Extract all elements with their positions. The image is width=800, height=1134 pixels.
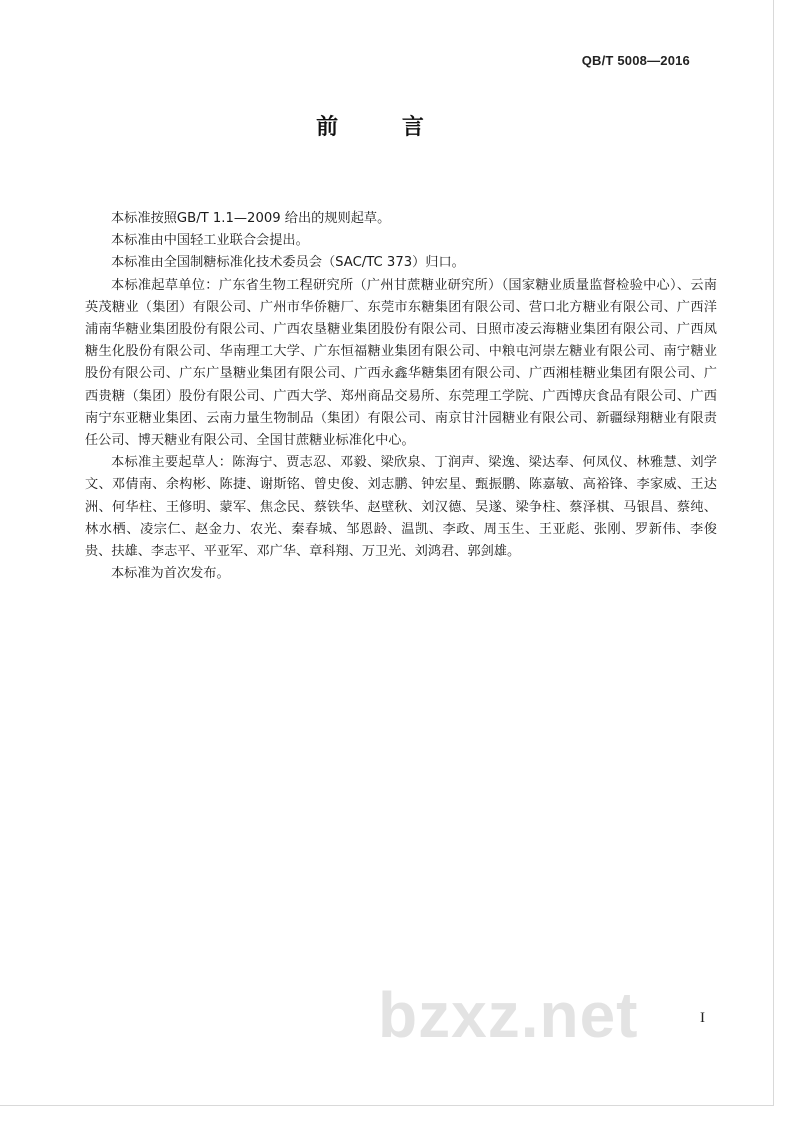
- watermark-text: bzxz.net: [378, 979, 639, 1051]
- paragraph-drafting-rules: 本标准按照GB/T 1.1—2009 给出的规则起草。: [111, 211, 391, 226]
- page-number: I: [700, 1010, 705, 1026]
- page-edge-bottom: [0, 1105, 774, 1106]
- page-title: 前 言: [316, 115, 452, 140]
- paragraph-administered-by: 本标准由全国制糖标准化技术委员会（SAC/TC 373）归口。: [111, 255, 465, 271]
- foreword-body: [85, 208, 717, 585]
- paragraph-drafters: 本标准主要起草人：陈海宁、贾志忍、邓毅、梁欣泉、丁润声、梁逸、梁达奉、何凤仪、林雅慧、刘学文、邓倩南、余构彬、陈捷、谢斯铭、曾史俊、刘志鹏、钟宏星、甄振鹏、陈嘉敏、高裕锋、李家威、王达洲、何华柱、王修明、蒙军、焦念民、蔡铁华、赵壁秋、刘汉德、吴遂、梁争柱、蔡泽棋、马银昌、蔡纯、林水栖、凌宗仁、赵金力、农光、秦春城、邹恩龄、温凯、李政、周玉生、王亚彪、张刚、罗新伟、李俊贵、扶雄、李志平、平亚军、邓广华、章科翔、万卫光、刘鸿君、郭剑雄。: [85, 455, 717, 560]
- standard-code: QB/T 5008—2016: [581, 53, 690, 68]
- paragraph-first-release: 本标准为首次发布。: [111, 566, 230, 582]
- page-edge-right: [773, 0, 774, 1105]
- paragraph-proposed-by: 本标准由中国轻工业联合会提出。: [111, 233, 309, 249]
- paragraph-drafting-units: 本标准起草单位：广东省生物工程研究所（广州甘蔗糖业研究所）（国家糖业质量监督检验中心）、云南英茂糖业（集团）有限公司、广州市华侨糖厂、东莞市东糖集团有限公司、营口北方糖业有限公司、广西洋浦南华糖业集团股份有限公司、广西农垦糖业集团股份有限公司、日照市凌云海糖业集团有限公司、广西凤糖生化股份有限公司、华南理工大学、广东恒福糖业集团有限公司、中粮屯河崇左糖业有限公司、南宁糖业股份有限公司、广东广垦糖业集团有限公司、广西永鑫华糖集团有限公司、广西湘桂糖业集团有限公司、广西贵糖（集团）股份有限公司、广西大学、郑州商品交易所、东莞理工学院、广西博庆食品有限公司、广西南宁东亚糖业集团、云南力量生物制品（集团）有限公司、南京甘汁园糖业有限公司、新疆绿翔糖业有限责任公司、博天糖业有限公司、全国甘蔗糖业标准化中心。: [85, 277, 717, 449]
